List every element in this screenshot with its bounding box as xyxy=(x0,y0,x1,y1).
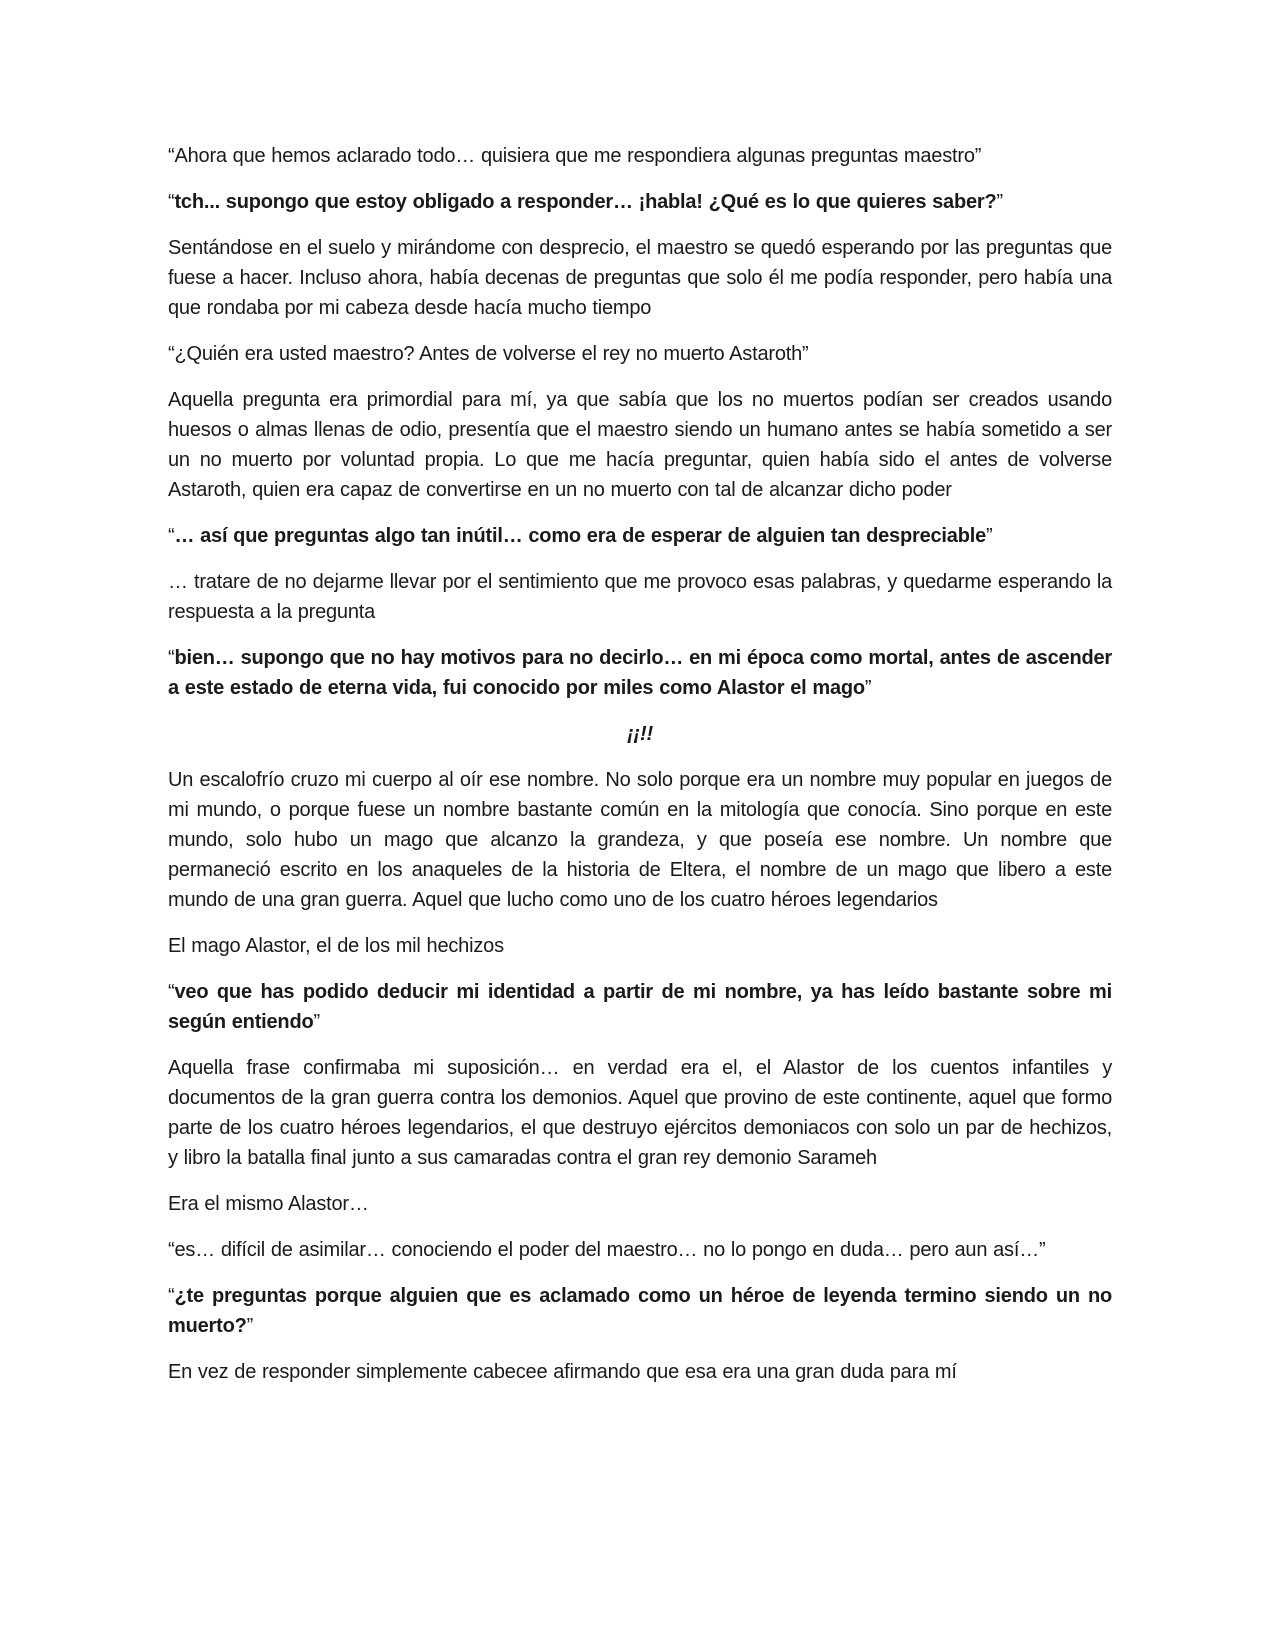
text-run: … tratare de no dejarme llevar por el sentimiento que me provoco esas palabras, y quedarme esperando la respuesta a la pregunta xyxy=(168,571,1112,623)
paragraph xyxy=(168,233,1112,323)
text-run: El mago Alastor, el de los mil hechizos xyxy=(168,935,504,957)
paragraph xyxy=(168,339,1112,369)
text-run: “ xyxy=(168,981,175,1003)
paragraph xyxy=(168,567,1112,627)
paragraph xyxy=(168,1357,1112,1387)
text-run: Aquella pregunta era primordial para mí, ya que sabía que los no muertos podían ser creados usando huesos o almas llenas de odio, presentía que el maestro siendo un humano antes se había sometido a ser un no muerto por voluntad propia. Lo que me hacía preguntar, quien había sido el antes de volverse Astaroth, quien era capaz de convertirse en un no muerto con tal de alcanzar dicho poder xyxy=(168,389,1112,501)
document-content xyxy=(168,141,1112,1387)
bold-text-run: … así que preguntas algo tan inútil… como era de esperar de alguien tan despreciable xyxy=(174,525,986,547)
paragraph xyxy=(168,141,1112,171)
paragraph xyxy=(168,977,1112,1037)
paragraph xyxy=(168,521,1112,551)
paragraph xyxy=(168,385,1112,505)
bold-text-run: veo que has podido deducir mi identidad a partir de mi nombre, ya has leído bastante sobre mi según entiendo xyxy=(168,981,1112,1033)
bold-text-run: ¿te preguntas porque alguien que es aclamado como un héroe de leyenda termino siendo un no muerto? xyxy=(168,1285,1112,1337)
text-run: Era el mismo Alastor… xyxy=(168,1193,369,1215)
text-run: “es… difícil de asimilar… conociendo el poder del maestro… no lo pongo en duda… pero aun así…” xyxy=(168,1239,1046,1261)
paragraph xyxy=(168,1189,1112,1219)
paragraph xyxy=(168,931,1112,961)
text-run: ” xyxy=(864,677,872,699)
paragraph xyxy=(168,643,1112,703)
text-run: “ xyxy=(168,525,175,547)
paragraph xyxy=(168,187,1112,217)
text-run: ” xyxy=(996,191,1003,213)
text-run: ” xyxy=(313,1011,320,1033)
exclamation-line xyxy=(168,719,1112,749)
text-run: En vez de responder simplemente cabecee afirmando que esa era una gran duda para mí xyxy=(168,1361,957,1383)
text-run: “¿Quién era usted maestro? Antes de volverse el rey no muerto Astaroth” xyxy=(168,343,809,365)
text-run: “ xyxy=(168,647,175,669)
paragraph xyxy=(168,765,1112,915)
text-run: “ xyxy=(168,1285,175,1307)
text-run: Aquella frase confirmaba mi suposición… en verdad era el, el Alastor de los cuentos infantiles y documentos de la gran guerra contra los demonios. Aquel que provino de este continente, aquel que formo parte de los cuatro héroes legendarios, el que destruyo ejércitos demoniacos con solo un par de hechizos, y libro la batalla final junto a sus camaradas contra el gran rey demonio Sarameh xyxy=(168,1057,1112,1169)
paragraph xyxy=(168,1053,1112,1173)
bold-text-run: ¡¡!! xyxy=(627,723,653,745)
text-run: Sentándose en el suelo y mirándome con desprecio, el maestro se quedó esperando por las preguntas que fuese a hacer. Incluso ahora, había decenas de preguntas que solo él me podía responder, pero había una que rondaba por mi cabeza desde hacía mucho tiempo xyxy=(168,237,1112,319)
text-run: Un escalofrío cruzo mi cuerpo al oír ese nombre. No solo porque era un nombre muy popular en juegos de mi mundo, o porque fuese un nombre bastante común en la mitología que conocía. Sino porque en este mundo, solo hubo un mago que alcanzo la grandeza, y que poseía ese nombre. Un nombre que permaneció escrito en los anaqueles de la historia de Eltera, el nombre de un mago que libero a este mundo de una gran guerra. Aquel que lucho como uno de los cuatro héroes legendarios xyxy=(168,769,1112,911)
bold-text-run: tch... supongo que estoy obligado a responder… ¡habla! ¿Qué es lo que quieres saber? xyxy=(174,191,997,213)
text-run: ” xyxy=(986,525,993,547)
text-run: “ xyxy=(168,191,175,213)
bold-text-run: bien… supongo que no hay motivos para no decirlo… en mi época como mortal, antes de ascender a este estado de eterna vida, fui conocido por miles como Alastor el mago xyxy=(168,647,1112,699)
text-run: “Ahora que hemos aclarado todo… quisiera que me respondiera algunas preguntas maestro” xyxy=(168,145,982,167)
paragraph xyxy=(168,1281,1112,1341)
paragraph xyxy=(168,1235,1112,1265)
text-run: ” xyxy=(246,1315,254,1337)
